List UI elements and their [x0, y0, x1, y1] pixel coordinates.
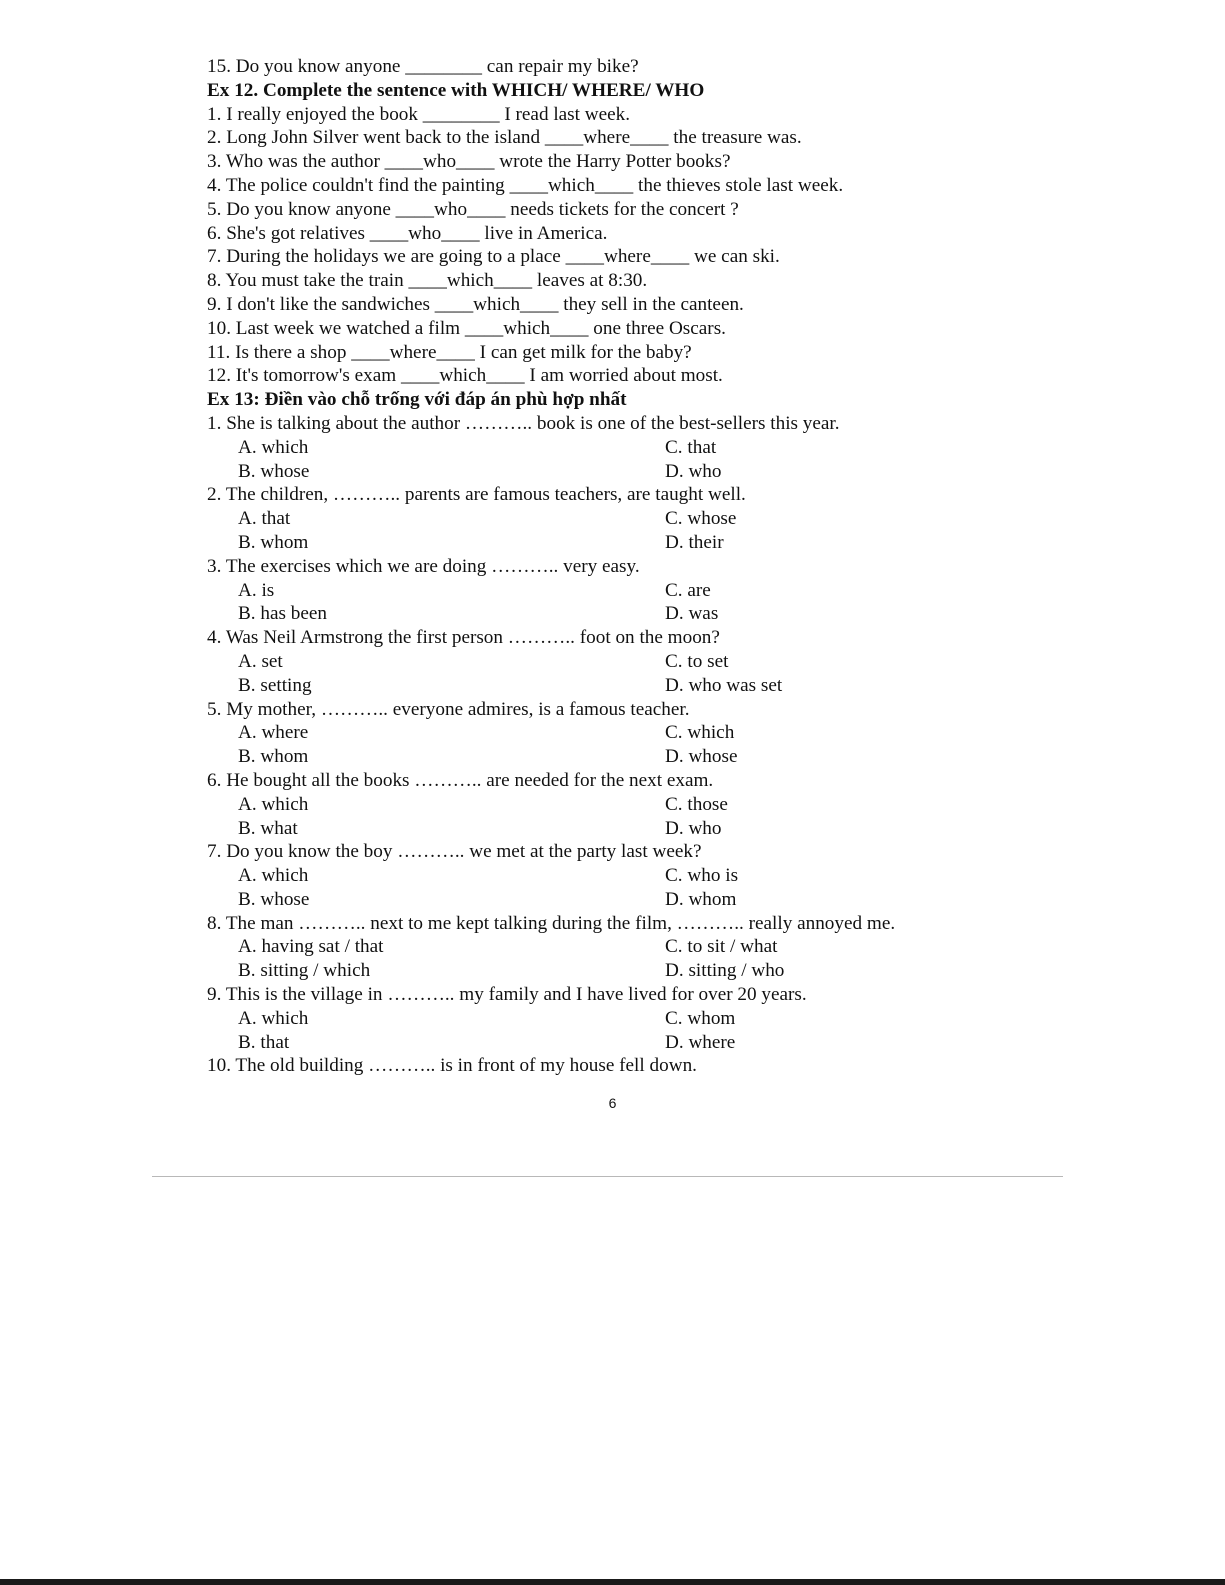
- option-a: A. having sat / that: [238, 936, 384, 958]
- ex11-item-15: 15. Do you know anyone ________ can repair my bike?: [207, 56, 639, 77]
- ex12-item: 8. You must take the train ____which____ leaves at 8:30.: [207, 270, 648, 292]
- option-d: D. sitting / who: [665, 960, 785, 982]
- option-c: C. which: [665, 722, 735, 744]
- option-d: D. who: [665, 460, 722, 482]
- option-c: C. whose: [665, 508, 737, 530]
- option-c: C. who is: [665, 865, 739, 887]
- ex12-item: 2. Long John Silver went back to the island ____where____ the treasure was.: [207, 127, 802, 149]
- option-row: [207, 460, 1127, 484]
- option-row: [207, 579, 1127, 603]
- option-row: [207, 745, 1127, 769]
- ex12-item: 1. I really enjoyed the book ________ I read last week.: [207, 103, 631, 125]
- option-row: [207, 721, 1127, 745]
- ex13-question: 4. Was Neil Armstrong the first person ……….. foot on the moon?: [207, 627, 720, 649]
- option-c: C. whom: [665, 1007, 736, 1029]
- option-d: D. who was set: [665, 674, 783, 696]
- page-number: 6: [608, 1095, 617, 1111]
- ex13-question: 7. Do you know the boy ……….. we met at the party last week?: [207, 841, 702, 863]
- option-row: [207, 650, 1127, 674]
- option-row: [207, 1031, 1127, 1055]
- option-a: A. where: [238, 722, 309, 744]
- option-a: A. which: [238, 1007, 309, 1029]
- option-row: [207, 935, 1127, 959]
- option-a: A. which: [238, 436, 309, 458]
- option-row: [207, 674, 1127, 698]
- option-a: A. which: [238, 865, 309, 887]
- option-row: [207, 817, 1127, 841]
- option-a: A. that: [238, 508, 291, 530]
- option-d: D. where: [665, 1031, 736, 1053]
- option-c: C. those: [665, 793, 728, 815]
- option-row: [207, 531, 1127, 555]
- ex12-item: 12. It's tomorrow's exam ____which____ I am worried about most.: [207, 365, 723, 387]
- ex13-question: 5. My mother, ……….. everyone admires, is a famous teacher.: [207, 698, 690, 720]
- ex12-item: 4. The police couldn't find the painting ____which____ the thieves stole last week.: [207, 174, 844, 196]
- ex13-question: 1. She is talking about the author ……….. book is one of the best-sellers this year.: [207, 412, 840, 434]
- option-a: A. which: [238, 793, 309, 815]
- page-content: [207, 55, 1127, 1078]
- option-d: D. whose: [665, 746, 738, 768]
- ex12-item: 10. Last week we watched a film ____which____ one three Oscars.: [207, 317, 726, 339]
- option-row: [207, 436, 1127, 460]
- option-b: B. has been: [238, 603, 327, 625]
- ex13-question: 3. The exercises which we are doing ……….. very easy.: [207, 555, 640, 577]
- option-row: [207, 888, 1127, 912]
- option-b: B. whom: [238, 746, 309, 768]
- option-b: B. whom: [238, 531, 309, 553]
- option-b: B. that: [238, 1031, 290, 1053]
- ex13-title: Ex 13: Điền vào chỗ trống với đáp án phù hợp nhất: [207, 389, 627, 411]
- ex13-question: 2. The children, ……….. parents are famous teachers, are taught well.: [207, 484, 746, 506]
- option-row: [207, 1007, 1127, 1031]
- option-a: A. set: [238, 650, 283, 672]
- ex12-item: 6. She's got relatives ____who____ live in America.: [207, 222, 608, 244]
- page-divider: [152, 1176, 1063, 1177]
- ex12-item: 11. Is there a shop ____where____ I can get milk for the baby?: [207, 341, 692, 363]
- option-d: D. was: [665, 603, 719, 625]
- option-row: [207, 864, 1127, 888]
- option-row: [207, 959, 1127, 983]
- option-row: [207, 507, 1127, 531]
- option-c: C. are: [665, 579, 711, 601]
- ex12-item: 7. During the holidays we are going to a place ____where____ we can ski.: [207, 246, 780, 268]
- option-b: B. whose: [238, 460, 310, 482]
- ex12-title: Ex 12. Complete the sentence with WHICH/ WHERE/ WHO: [207, 79, 705, 101]
- ex13-question: 6. He bought all the books ……….. are needed for the next exam.: [207, 769, 714, 791]
- option-b: B. whose: [238, 888, 310, 910]
- option-c: C. to set: [665, 650, 729, 672]
- option-c: C. that: [665, 436, 717, 458]
- option-d: D. their: [665, 531, 724, 553]
- option-row: [207, 602, 1127, 626]
- ex12-item: 5. Do you know anyone ____who____ needs tickets for the concert ?: [207, 198, 739, 220]
- ex13-question: 8. The man ……….. next to me kept talking during the film, ……….. really annoyed me.: [207, 912, 896, 934]
- option-b: B. setting: [238, 674, 312, 696]
- option-c: C. to sit / what: [665, 936, 778, 958]
- option-d: D. whom: [665, 888, 737, 910]
- option-b: B. what: [238, 817, 298, 839]
- option-b: B. sitting / which: [238, 960, 371, 982]
- ex12-item: 9. I don't like the sandwiches ____which____ they sell in the canteen.: [207, 293, 744, 315]
- ex13-question: 10. The old building ……….. is in front of my house fell down.: [207, 1055, 697, 1077]
- ex12-item: 3. Who was the author ____who____ wrote the Harry Potter books?: [207, 151, 731, 173]
- bottom-edge-bar: [0, 1579, 1225, 1585]
- option-row: [207, 793, 1127, 817]
- ex13-question: 9. This is the village in ……….. my family and I have lived for over 20 years.: [207, 984, 807, 1006]
- option-a: A. is: [238, 579, 275, 601]
- option-d: D. who: [665, 817, 722, 839]
